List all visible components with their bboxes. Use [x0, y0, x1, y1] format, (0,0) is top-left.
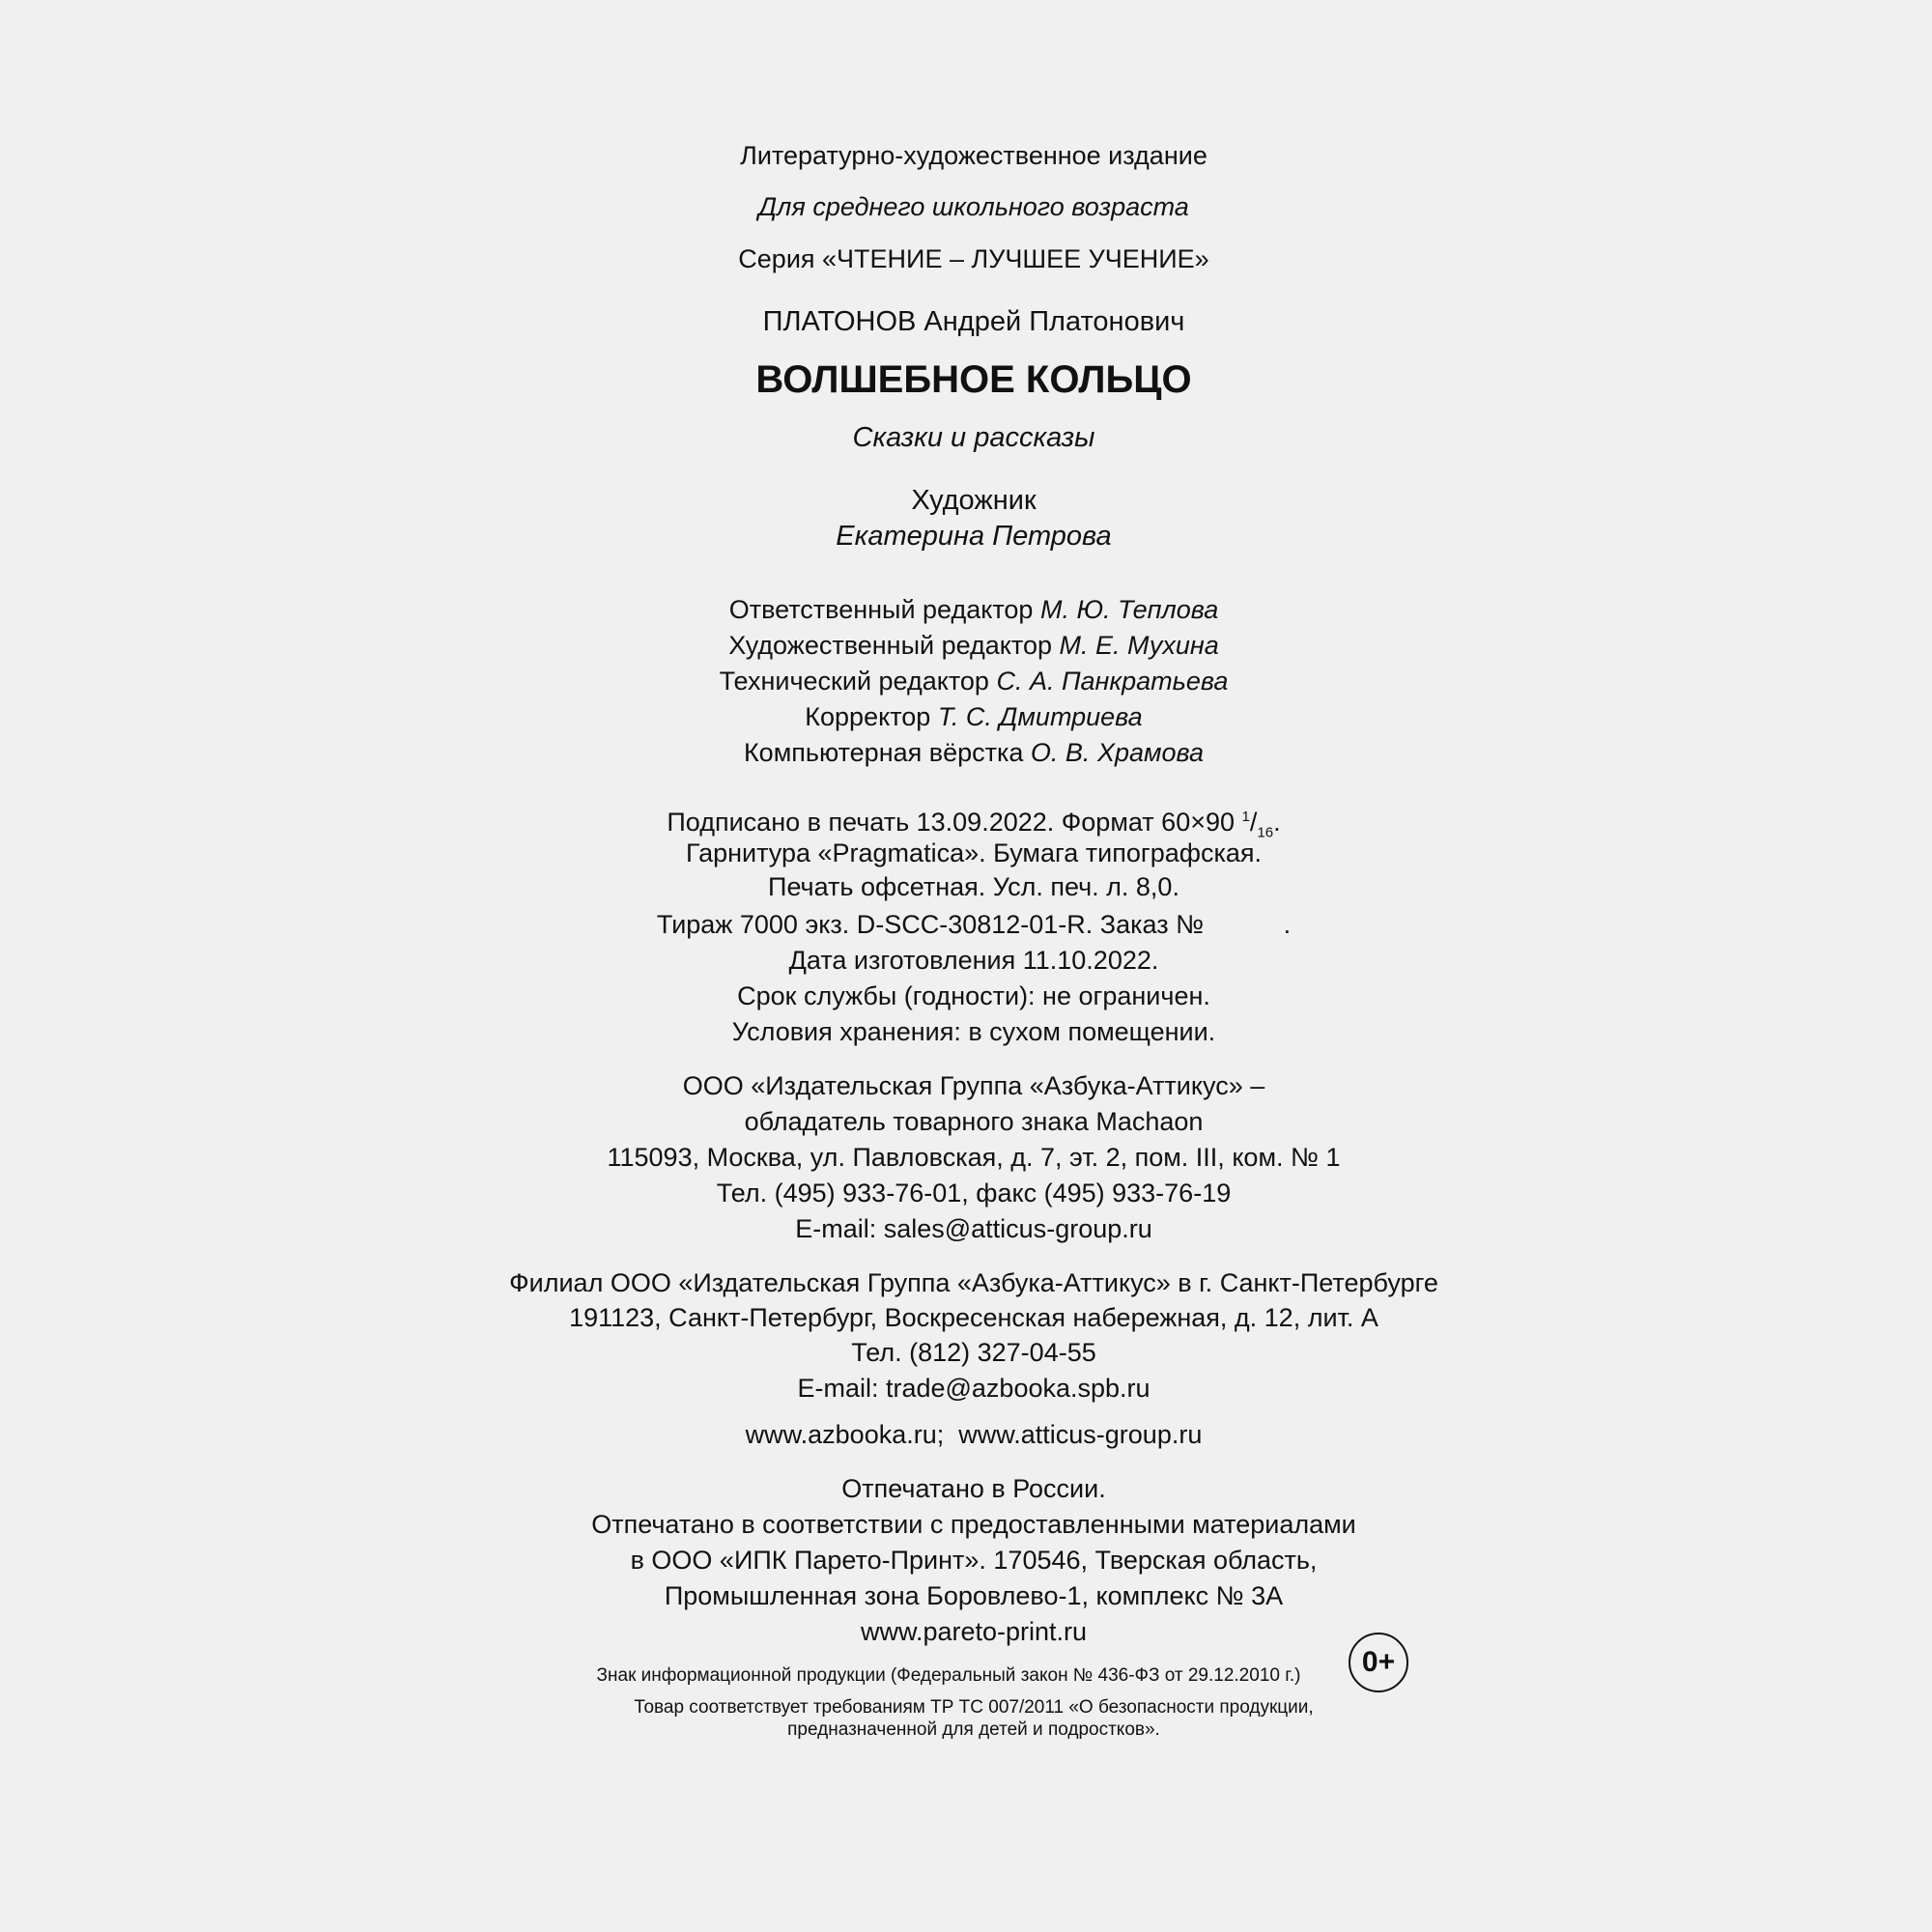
- illustrator: Екатерина Петрова: [836, 521, 1112, 552]
- staff-name: С. А. Панкратьева: [996, 667, 1229, 696]
- format-numerator: 1: [1241, 809, 1250, 825]
- age-rating-badge: 0+: [1349, 1633, 1408, 1692]
- websites: www.azbooka.ru; www.atticus-group.ru: [745, 1420, 1203, 1449]
- print-info-line: Гарнитура «Pragmatica». Бумага типографская.: [685, 838, 1263, 867]
- author: ПЛАТОНОВ Андрей Платонович: [762, 306, 1185, 337]
- printer-website: www.pareto-print.ru: [860, 1617, 1088, 1646]
- format-end: .: [1273, 808, 1281, 837]
- print-info-line: Дата изготовления 11.10.2022.: [788, 946, 1159, 975]
- staff-name: О. В. Храмова: [1030, 738, 1205, 767]
- branch-email: E-mail: trade@azbooka.spb.ru: [797, 1374, 1151, 1403]
- info-product-sign: Знак информационной продукции (Федеральный закон № 436-ФЗ от 29.12.2010 г.): [596, 1665, 1301, 1686]
- series: Серия «ЧТЕНИЕ – ЛУЧШЕЕ УЧЕНИЕ»: [738, 244, 1209, 273]
- staff-line: [8, 593, 1932, 626]
- staff-name: М. Е. Мухина: [1059, 631, 1219, 660]
- staff-role: Ответственный редактор: [728, 595, 1040, 624]
- branch-line: Тел. (812) 327-04-55: [851, 1338, 1096, 1367]
- branch-line: 191123, Санкт-Петербург, Воскресенская набережная, д. 12, лит. А: [569, 1303, 1378, 1332]
- staff-role: Корректор: [805, 702, 938, 731]
- compliance-line: Товар соответствует требованиям ТР ТС 007/2011 «О безопасности продукции,: [634, 1697, 1314, 1718]
- printer-line: Отпечатано в соответствии с предоставленными материалами: [591, 1510, 1356, 1539]
- print-info-line: Срок службы (годности): не ограничен.: [737, 981, 1210, 1010]
- staff-role: Технический редактор: [719, 667, 997, 696]
- staff-name: М. Ю. Теплова: [1039, 595, 1219, 624]
- staff-name: Т. С. Дмитриева: [937, 702, 1143, 731]
- publisher-line: обладатель товарного знака Machaon: [744, 1107, 1204, 1136]
- staff-line: [8, 700, 1932, 733]
- branch-line: Филиал ООО «Издательская Группа «Азбука-Аттикус» в г. Санкт-Петербурге: [509, 1268, 1438, 1297]
- signed-text: Подписано в печать 13.09.2022. Формат 60×90: [667, 808, 1236, 837]
- print-info-line: Печать офсетная. Усл. печ. л. 8,0.: [768, 872, 1179, 901]
- print-info-line: Условия хранения: в сухом помещении.: [731, 1017, 1216, 1046]
- staff-line: [8, 665, 1932, 697]
- book-title: ВОЛШЕБНОЕ КОЛЬЦО: [755, 358, 1192, 401]
- subtitle: Сказки и рассказы: [852, 422, 1095, 453]
- illustrator-label: Художник: [911, 485, 1037, 516]
- staff-line: [8, 629, 1932, 662]
- format-denominator: 16: [1257, 824, 1274, 841]
- print-info-line: Тираж 7000 экз. D-SCC-30812-01-R. Заказ № .: [656, 910, 1292, 939]
- publisher-line: Тел. (495) 933-76-01, факс (495) 933-76-19: [716, 1179, 1232, 1208]
- format-slash: /: [1249, 808, 1258, 837]
- printer-line: Отпечатано в России.: [841, 1474, 1106, 1503]
- publisher-line: 115093, Москва, ул. Павловская, д. 7, эт. 2, пом. III, ком. № 1: [607, 1143, 1341, 1172]
- compliance-line: предназначенной для детей и подростков».: [787, 1719, 1160, 1740]
- staff-role: Художественный редактор: [728, 631, 1060, 660]
- staff-role: Компьютерная вёрстка: [743, 738, 1031, 767]
- publisher-email: E-mail: sales@atticus-group.ru: [795, 1214, 1152, 1243]
- publisher-line: ООО «Издательская Группа «Азбука-Аттикус» –: [682, 1071, 1265, 1100]
- printer-line: в ООО «ИПК Парето-Принт». 170546, Тверская область,: [630, 1546, 1318, 1575]
- age-group: Для среднего школьного возраста: [758, 192, 1189, 221]
- staff-line: [8, 736, 1932, 769]
- edition-type: Литературно-художественное издание: [740, 141, 1208, 170]
- printer-line: Промышленная зона Боровлево-1, комплекс № 3А: [664, 1581, 1284, 1610]
